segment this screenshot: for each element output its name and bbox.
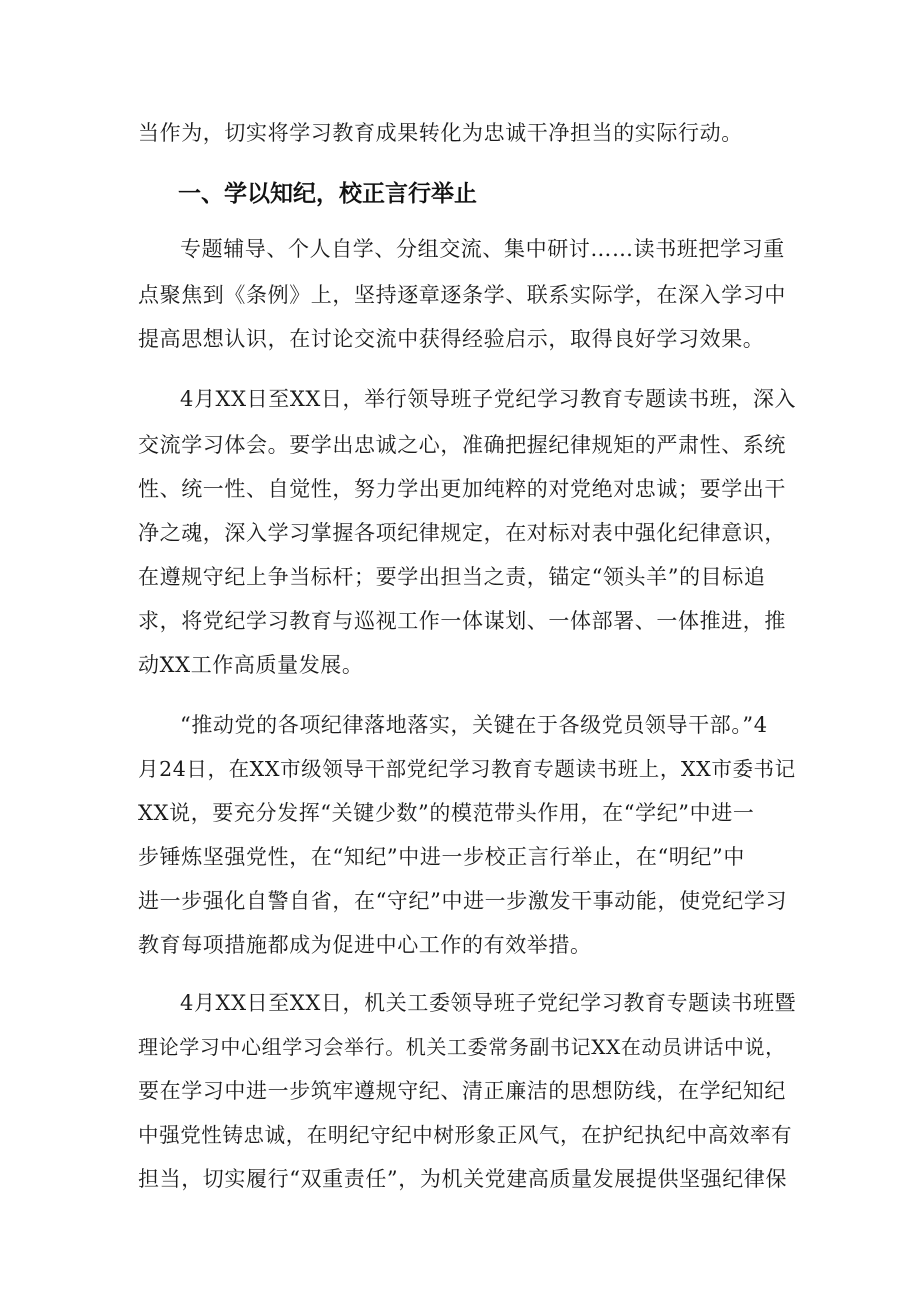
paragraph-line: 提高思想认识，在讨论交流中获得经验启示，取得良好学习效果。 [138,327,765,351]
paragraph-line: 进一步强化自警自省，在“守纪”中进一步激发干事动能，使党纪学习 [138,889,788,913]
section-heading: 一、学以知纪，校正言行举止 [178,181,477,207]
paragraph-line: 动XX工作高质量发展。 [138,653,364,677]
intro-line: 当作为，切实将学习教育成果转化为忠诚干净担当的实际行动。 [138,121,743,145]
paragraph-line: 理论学习中心组学习会举行。机关工委常务副书记XX在动员讲话中说， [138,1035,786,1059]
paragraph-line: 专题辅导、个人自学、分组交流、集中研讨……读书班把学习重 [180,237,785,261]
paragraph-line: 中强党性铸忠诚，在明纪守纪中树形象正风气，在护纪执纪中高效率有 [138,1123,793,1147]
paragraph-line: 性、统一性、自觉性，努力学出更加纯粹的对党绝对忠诚；要学出干 [138,477,786,501]
paragraph-line: 要在学习中进一步筑牢遵规守纪、清正廉洁的思想防线，在学纪知纪 [138,1079,786,1103]
paragraph-line: 月24日，在XX市级领导干部党纪学习教育专题读书班上，XX市委书记 [138,757,796,781]
paragraph-line: 净之魂，深入学习掌握各项纪律规定，在对标对表中强化纪律意识， [138,521,786,545]
paragraph-line: 4月XX日至XX日，举行领导班子党纪学习教育专题读书班，深入 [180,387,797,411]
paragraph-line: 在遵规守纪上争当标杆；要学出担当之责，锚定“领头羊”的目标追 [138,565,766,589]
paragraph-line: 点聚焦到《条例》上，坚持逐章逐条学、联系实际学，在深入学习中 [138,283,786,307]
paragraph-line: 4月XX日至XX日，机关工委领导班子党纪学习教育专题读书班暨 [180,991,797,1015]
paragraph-line: XX说，要充分发挥“关键少数”的模范带头作用，在“学纪”中进一 [138,801,755,825]
paragraph-line: 交流学习体会。要学出忠诚之心，准确把握纪律规矩的严肃性、系统 [138,433,786,457]
paragraph-line: 担当，切实履行“双重责任”，为机关党建高质量发展提供坚强纪律保 [138,1167,788,1191]
paragraph-line: “推动党的各项纪律落地落实，关键在于各级党员领导干部。”4 [180,713,768,737]
paragraph-line: 教育每项措施都成为促进中心工作的有效举措。 [138,933,592,957]
paragraph-line: 求，将党纪学习教育与巡视工作一体谋划、一体部署、一体推进，推 [138,609,786,633]
paragraph-line: 步锤炼坚强党性，在“知纪”中进一步校正言行举止，在“明纪”中 [138,845,745,869]
